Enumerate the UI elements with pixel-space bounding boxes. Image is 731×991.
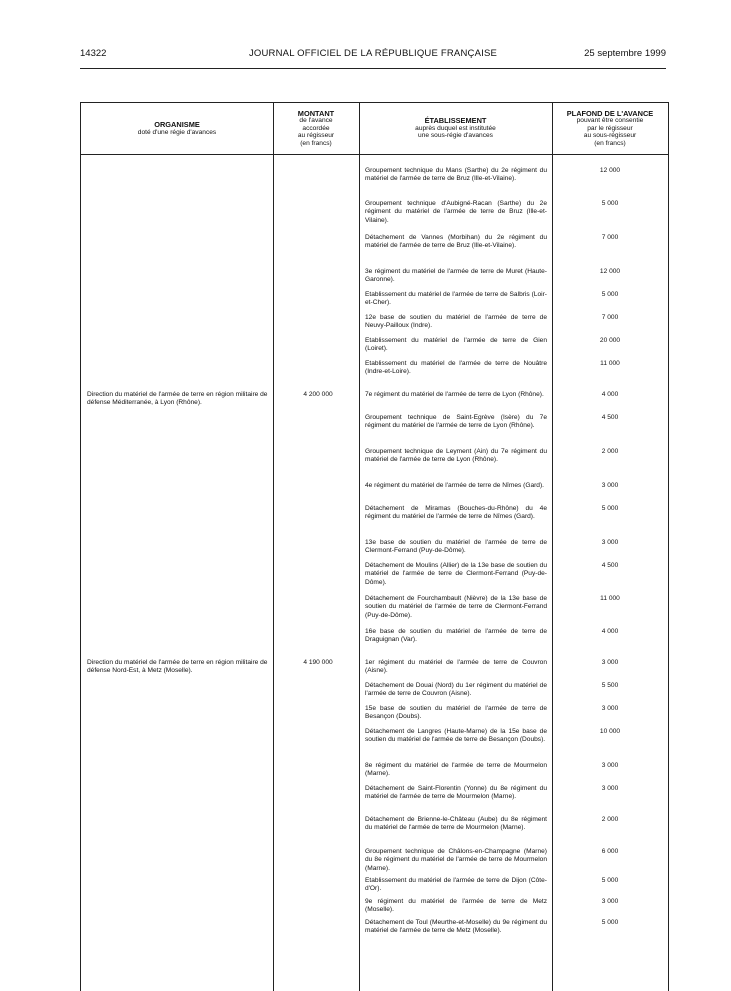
journal-title: JOURNAL OFFICIEL DE LA RÉPUBLIQUE FRANÇAISE [248, 48, 498, 59]
ceiling-value: 2 000 [601, 816, 619, 823]
establishment-text: Etablissement du matériel de l'armée de terre de Dijon (Côte-d'Or). [365, 877, 547, 893]
header-row-rule [81, 154, 668, 155]
ceiling-value: 5 000 [601, 877, 619, 884]
establishment-text: Détachement de Brienne-le-Château (Aube) du 8e régiment du matériel de l'armée de terre de Mourmelon (Marne). [365, 816, 547, 832]
establishment-text: Groupement technique du Mans (Sarthe) du 2e régiment du matériel de l'armée de terre de Bruz (Ille-et-Vilaine). [365, 167, 547, 183]
establishment-text: 4e régiment du matériel de l'armée de terre de Nîmes (Gard). [365, 482, 545, 489]
ceiling-value: 4 000 [601, 628, 619, 635]
ceiling-value: 3 000 [601, 898, 619, 905]
ceiling-value: 3 000 [601, 539, 619, 546]
ceiling-value: 11 000 [600, 595, 620, 602]
establishment-text: Détachement de Langres (Haute-Marne) de la 15e base de soutien du matériel de l'armée de terre de Besançon (Doubs). [365, 728, 547, 744]
establishment-text: 12e base de soutien du matériel de l'armée de terre de Neuvy-Pailloux (Indre). [365, 314, 547, 330]
ceiling-value: 20 000 [599, 337, 621, 344]
establishment-text: Etablissement du matériel de l'armée de terre de Nouâtre (Indre-et-Loire). [365, 360, 547, 376]
ceiling-value: 3 000 [601, 705, 619, 712]
column-divider [273, 103, 274, 991]
ceiling-value: 7 000 [601, 314, 619, 321]
organism-name: Direction du matériel de l'armée de terre en région militaire de défense Méditerranée, à Lyon (Rhône). [87, 391, 268, 407]
ceiling-value: 10 000 [599, 728, 621, 735]
ceiling-value: 12 000 [599, 268, 621, 275]
establishment-text: 8e régiment du matériel de l'armée de terre de Mourmelon (Marne). [365, 762, 547, 778]
column-header-organisme: ORGANISME doté d'une régie d'avances [137, 119, 217, 136]
organism-name: Direction du matériel de l'armée de terre en région militaire de défense Nord-Est, à Metz (Moselle). [87, 659, 268, 675]
establishment-text: 9e régiment du matériel de l'armée de terre de Metz (Moselle). [365, 898, 547, 914]
establishment-text: Groupement technique d'Aubigné-Racan (Sarthe) du 2e régiment du matériel de l'armée de terre de Bruz (Ille-et-Vilaine). [365, 200, 547, 224]
ceiling-value: 3 000 [601, 762, 619, 769]
establishment-text: Etablissement du matériel de l'armée de terre de Salbris (Loir-et-Cher). [365, 291, 547, 307]
ceiling-value: 5 000 [601, 200, 619, 207]
establishment-text: 13e base de soutien du matériel de l'armée de terre de Clermont-Ferrand (Puy-de-Dôme). [365, 539, 547, 555]
page-header [80, 48, 666, 64]
ceiling-value: 3 000 [601, 659, 619, 666]
publication-date: 25 septembre 1999 [584, 48, 666, 59]
establishment-text: Détachement de Toul (Meurthe-et-Moselle) du 9e régiment du matériel de l'armée de terre de Metz (Moselle). [365, 919, 547, 935]
establishment-text: Détachement de Miramas (Bouches-du-Rhône) du 4e régiment du matériel de l'armée de terre de Nîmes (Gard). [365, 505, 547, 521]
establishment-text: 15e base de soutien du matériel de l'armée de terre de Besançon (Doubs). [365, 705, 547, 721]
ceiling-value: 4 000 [601, 391, 619, 398]
establishment-text: Détachement de Vannes (Morbihan) du 2e régiment du matériel de l'armée de terre de Bruz (Ille-et-Vilaine). [365, 234, 547, 250]
ceiling-value: 3 000 [601, 785, 619, 792]
ceiling-value: 3 000 [601, 482, 619, 489]
column-header-etablissement: ÉTABLISSEMENT auprès duquel est institutée une sous-régie d'avances [415, 116, 496, 140]
establishment-text: Groupement technique de Châlons-en-Champagne (Marne) du 8e régiment du matériel de l'armée de terre de Mourmelon (Marne). [365, 848, 547, 872]
establishment-text: 16e base de soutien du matériel de l'armée de terre de Draguignan (Var). [365, 628, 547, 644]
page-number: 14322 [80, 48, 107, 59]
ceiling-value: 7 000 [601, 234, 619, 241]
ceiling-value: 5 000 [601, 919, 619, 926]
ceiling-value: 5 500 [601, 682, 619, 689]
ceiling-value: 2 000 [601, 448, 619, 455]
organism-amount: 4 190 000 [303, 659, 333, 666]
regies-table [80, 102, 669, 991]
ceiling-value: 12 000 [599, 167, 621, 174]
establishment-text: Détachement de Fourchambault (Nièvre) de la 13e base de soutien du matériel de l'armée de terre de Clermont-Ferrand (Puy-de-Dôme). [365, 595, 547, 619]
establishment-text: Détachement de Douai (Nord) du 1er régiment du matériel de l'armée de terre de Couvron (Aisne). [365, 682, 547, 698]
organism-amount: 4 200 000 [303, 391, 333, 398]
establishment-text: Détachement de Moulins (Allier) de la 13e base de soutien du matériel de l'armée de terre de Clermont-Ferrand (Puy-de-Dôme). [365, 562, 547, 586]
establishment-text: Etablissement du matériel de l'armée de terre de Gien (Loiret). [365, 337, 547, 353]
header-rule [80, 68, 666, 69]
ceiling-value: 5 000 [601, 505, 619, 512]
column-divider [359, 103, 360, 991]
establishment-text: Groupement technique de Leyment (Ain) du 7e régiment du matériel de l'armée de terre de Lyon (Rhône). [365, 448, 547, 464]
column-header-plafond: PLAFOND DE L'AVANCE pouvant être consentie par le régisseur au sous-régisseur (en francs) [566, 108, 654, 147]
ceiling-value: 4 500 [601, 562, 619, 569]
establishment-text: 7e régiment du matériel de l'armée de terre de Lyon (Rhône). [365, 391, 544, 398]
establishment-text: Groupement technique de Saint-Egrève (Isère) du 7e régiment du matériel de l'armée de terre de Lyon (Rhône). [365, 414, 547, 430]
ceiling-value: 5 000 [601, 291, 619, 298]
ceiling-value: 11 000 [600, 360, 620, 367]
ceiling-value: 6 000 [601, 848, 619, 855]
ceiling-value: 4 500 [601, 414, 619, 421]
establishment-text: Détachement de Saint-Florentin (Yonne) du 8e régiment du matériel de l'armée de terre de Mourmelon (Marne). [365, 785, 547, 801]
establishment-text: 1er régiment du matériel de l'armée de terre de Couvron (Aisne). [365, 659, 547, 675]
column-header-montant: MONTANT de l'avance accordée au régisseur (en francs) [297, 108, 335, 147]
establishment-text: 3e régiment du matériel de l'armée de terre de Muret (Haute-Garonne). [365, 268, 547, 284]
